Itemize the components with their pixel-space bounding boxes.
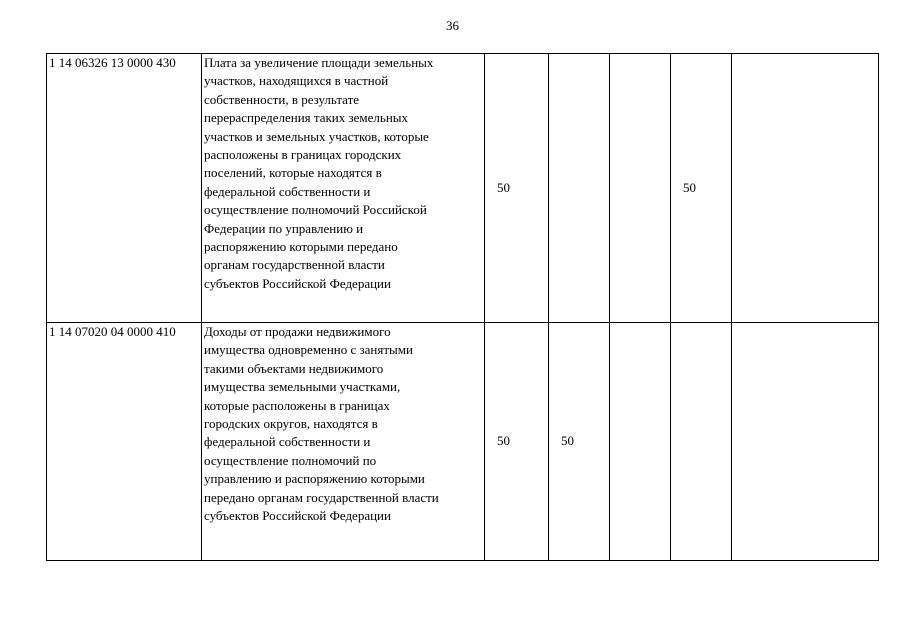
value-cell	[732, 54, 879, 323]
description-line: перераспределения таких земельных	[204, 110, 409, 126]
description-line: участков и земельных участков, которые	[204, 128, 429, 144]
description-line: Плата за увеличение площади земельных	[204, 55, 434, 70]
description-line: распоряжению которыми передано	[204, 239, 398, 255]
description-line: федеральной собственности и	[204, 183, 371, 199]
description-line: субъектов Российской Федерации	[204, 508, 391, 524]
description-line: имущества одновременно с занятыми	[204, 342, 413, 358]
description-line: расположены в границах городских	[204, 147, 402, 163]
value-cell	[732, 323, 879, 561]
value-cell	[610, 323, 671, 561]
revenue-table	[46, 53, 879, 561]
description-line: Доходы от продажи недвижимого	[204, 324, 391, 339]
description-line: осуществление полномочий Российской	[204, 202, 427, 218]
description-line: такими объектами недвижимого	[204, 360, 384, 376]
table-row	[47, 323, 879, 561]
description-line: участков, находящихся в частной	[204, 73, 389, 89]
code-cell: 1 14 07020 04 0000 410	[47, 323, 202, 561]
description-line: которые расположены в границах	[204, 397, 390, 413]
description-line: федеральной собственности и	[204, 434, 371, 450]
description-line: поселений, которые находятся в	[204, 165, 382, 181]
value-cell	[671, 323, 732, 561]
value-cell	[610, 54, 671, 323]
description-line: имущества земельными участками,	[204, 379, 401, 395]
description-line: Федерации по управлению и	[204, 220, 364, 236]
description-line: осуществление полномочий по	[204, 452, 377, 468]
description-line: субъектов Российской Федерации	[204, 275, 391, 291]
value-cell: 50	[549, 323, 610, 561]
table-row	[47, 54, 879, 323]
value-cell: 50	[485, 323, 549, 561]
description-line: передано органам государственной власти	[204, 489, 439, 505]
description-cell	[202, 54, 485, 323]
page-number: 36	[446, 18, 459, 33]
value-cell	[549, 54, 610, 323]
description-line: собственности, в результате	[204, 91, 360, 107]
value-cell: 50	[485, 54, 549, 323]
description-line: управлению и распоряжению которыми	[204, 471, 425, 487]
description-line: органам государственной власти	[204, 257, 385, 273]
value-cell: 50	[671, 54, 732, 323]
code-cell: 1 14 06326 13 0000 430	[47, 54, 202, 323]
description-cell	[202, 323, 485, 561]
description-line: городских округов, находятся в	[204, 416, 378, 432]
